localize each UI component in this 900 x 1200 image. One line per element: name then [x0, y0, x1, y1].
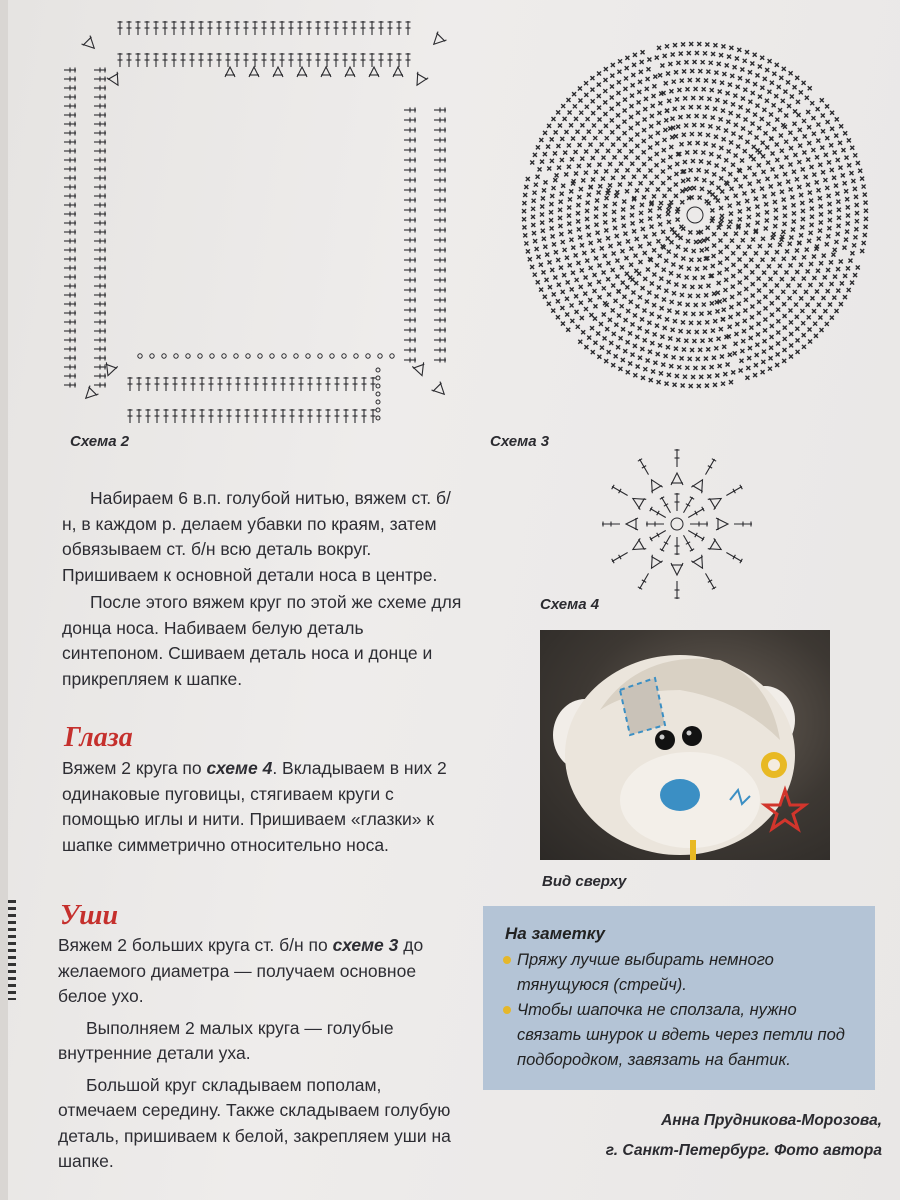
bullet-icon: [503, 1006, 511, 1014]
intro-paragraph-1: Набираем 6 в.п. голубой нитью, вяжем ст. б/н, в каждом р. делаем убавки по краям, затем обвязываем ст. б/н всю деталь вокруг. Пришиваем к основной детали носа в центре.: [62, 488, 451, 585]
bear-hat-photo: [540, 630, 830, 860]
eyes-scheme-ref: схеме 4: [206, 758, 273, 778]
photo-caption: Вид сверху: [542, 873, 627, 890]
scheme-3-caption: Схема 3: [490, 433, 550, 450]
note-item: Чтобы шапочка не сползала, нужно связать шнурок и вдеть через петли под подбородком, завязать на бантик.: [503, 998, 863, 1073]
author-credit: [382, 1106, 882, 1166]
author-name: Анна Прудникова-Морозова,: [661, 1112, 882, 1129]
ears-paragraph-1: Вяжем 2 больших круга ст. б/н по схеме 3 до желаемого диаметра — получаем основное белое ухо.: [58, 935, 424, 1006]
page-edge-marks: [8, 900, 16, 1000]
eyes-heading: Глаза: [64, 722, 133, 753]
note-items: [503, 948, 863, 1073]
author-city: г. Санкт-Петербург. Фото автора: [605, 1142, 882, 1159]
ears-paragraph-3: Большой круг складываем пополам, отмечаем середину. Также складываем голубую деталь, пришиваем к белой, закрепляем уши на шапке.: [58, 1074, 451, 1171]
scheme-2-diagram: [60, 10, 470, 430]
scheme-4-caption: Схема 4: [540, 596, 600, 613]
scheme-2-caption: Схема 2: [70, 433, 130, 450]
note-box: [483, 906, 875, 1090]
eyes-text: [62, 756, 462, 858]
intro-text: [62, 486, 462, 692]
note-title: На заметку: [505, 924, 606, 943]
intro-paragraph-2: После этого вяжем круг по этой же схеме для донца носа. Набиваем белую деталь синтепоном. Сшиваем деталь носа и донце и прикрепляем к шапке.: [62, 592, 462, 689]
scheme-3-diagram: [500, 40, 900, 420]
ears-scheme-ref: схеме 3: [332, 935, 399, 955]
note-item: Пряжу лучше выбирать немного тянущуюся (стрейч).: [503, 948, 863, 998]
bullet-icon: [503, 956, 511, 964]
scheme-4-diagram: [585, 440, 770, 615]
eyes-paragraph: Вяжем 2 круга по схеме 4. Вкладываем в них 2 одинаковые пуговицы, стягиваем круги с помощью иглы и нити. Пришиваем «глазки» к шапке симметрично относительно носа.: [62, 758, 447, 855]
ears-heading: Уши: [60, 900, 119, 931]
ears-paragraph-2: Выполняем 2 малых круга — голубые внутренние детали уха.: [58, 1017, 394, 1063]
